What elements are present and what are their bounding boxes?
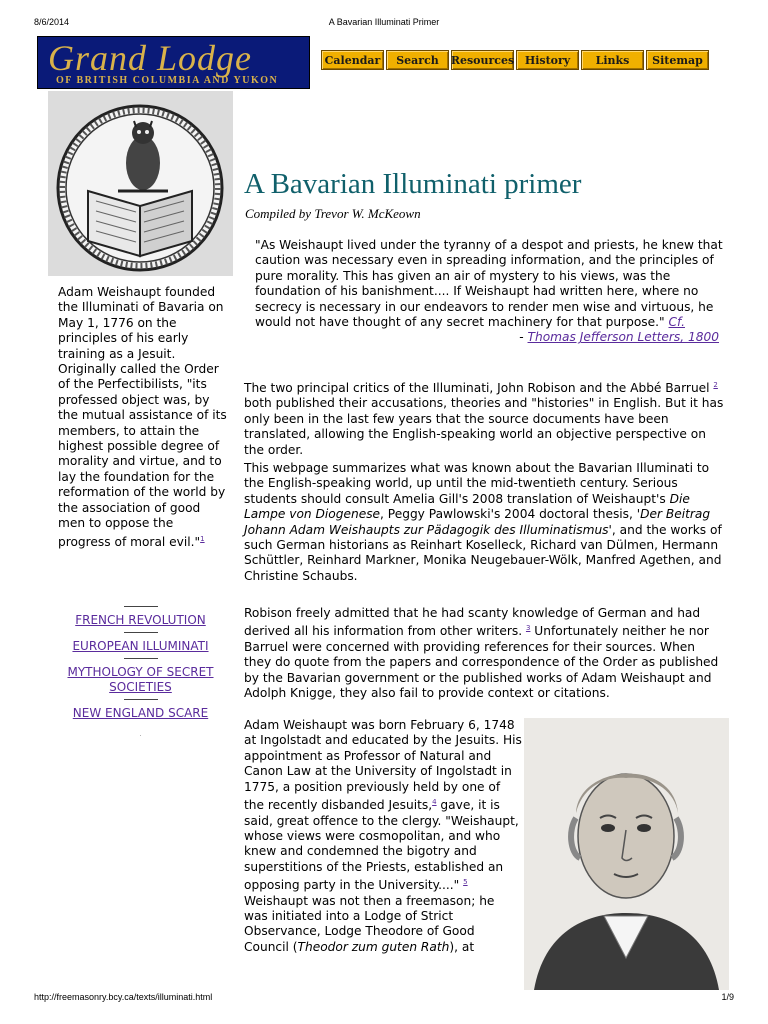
separator <box>124 606 158 607</box>
print-title: A Bavarian Illuminati Primer <box>328 17 440 27</box>
p1-text-b: both published their accusations, theories and "histories" in English. But it has only been in the last few years that the source documents have been translated, allowing the English-speaking world an objective perspective on the order. <box>244 396 724 457</box>
jefferson-letters-link[interactable]: Thomas Jefferson Letters, 1800 <box>527 330 719 345</box>
nav-sitemap-button[interactable]: Sitemap <box>646 50 709 70</box>
nav-history-button[interactable]: History <box>516 50 579 70</box>
p3-text-a: Robison freely admitted that he had scanty knowledge of German and had derived all his information from other writers. <box>244 606 701 639</box>
paragraph-weishaupt-bio <box>244 718 522 955</box>
quote-attribution <box>255 330 725 345</box>
p2-emphasis-2: 'Der Beitrag Johann Adam Weishaupts zur Pädagogik des Illuminatismus' <box>244 507 711 537</box>
separator <box>124 632 158 633</box>
footnote-2-link[interactable]: 2 <box>713 381 718 389</box>
p3-text-b: Unfortunately neither he nor Barruel were concerned with providing references for their sources. When they do quote from the papers and correspondence of the Order as published by the Bavarian government or the published works of Adam Weishaupt and Adolph Knigge, they also fail to provide context or citations. <box>244 624 719 701</box>
quote-text: "As Weishaupt lived under the tyranny of a despot and priests, he knew that caution was necessary even in spreading information, and the principles of pure morality. This has given an air of mystery to his views, was the foundation of his banishment.... If Weishaupt had written here, where no secrecy is necessary in our endeavors to render men wise and virtuous, he would not have thought of any secret machinery for that purpose." <box>255 238 723 330</box>
p4-text-c: Weishaupt was not then a freemason; he was initiated into a Lodge of Strict Observance, Lodge Theodore of Good Council ( <box>244 893 495 954</box>
print-url: http://freemasonry.bcy.ca/texts/illuminati.html <box>34 992 213 1002</box>
sidebar-links <box>48 602 233 740</box>
p2-text-b: , Peggy Pawlowski's 2004 doctoral thesis, <box>380 507 637 522</box>
p4-text-a: Adam Weishaupt was born February 6, 1748 at Ingolstadt and educated by the Jesuits. His appointment as Professor of Natural and Canon Law at the University of Ingolstadt in 1775, a position previously held by one of the recently disbanded Jesuits, <box>244 718 522 813</box>
footnote-5-link[interactable]: 5 <box>463 878 468 887</box>
weishaupt-portrait-image <box>524 718 729 990</box>
print-date: 8/6/2014 <box>34 17 70 27</box>
nav-calendar-button[interactable]: Calendar <box>321 50 384 70</box>
top-nav <box>321 50 711 70</box>
print-header <box>34 17 734 31</box>
p1-text-a: The two principal critics of the Illuminati, John Robison and the Abbé Barruel <box>244 381 714 396</box>
nav-resources-button[interactable]: Resources <box>451 50 514 70</box>
cf-link[interactable]: Cf. <box>668 315 685 330</box>
sidebar-intro <box>58 285 228 550</box>
p2-emphasis-1: Die Lampe von Diogenese <box>244 491 690 522</box>
paragraph-critics <box>244 378 724 458</box>
paragraph-summary <box>244 461 724 584</box>
sidebar-intro-text: Adam Weishaupt founded the Illuminati of Bavaria on May 1, 1776 on the principles of his early training as a Jesuit. Originally called the Order of the Perfectibilists, "its professed object was, by the mutual assistance of its members, to attain the highest possible degree of morality and virtue, and to lay the foundation for the reformation of the world by the association of good men to oppose the progress of moral evil." <box>58 285 227 549</box>
quote-dash: - <box>519 330 528 345</box>
nav-links-button[interactable]: Links <box>581 50 644 70</box>
link-french-revolution[interactable]: FRENCH REVOLUTION <box>75 613 206 627</box>
grand-lodge-logo[interactable] <box>37 36 310 89</box>
p4-text-d: ), at <box>449 939 475 954</box>
sidebar-footnote-link[interactable]: 1 <box>200 534 205 543</box>
p2-text-a: This webpage summarizes what was known about the Bavarian Illuminati to the English-speaking world, up until the mid-twentieth century. Serious students should consult Amelia Gill's 2008 translation of Weishaupt's <box>244 461 710 506</box>
p2-text-c: , and the works of such German historians as Reinhart Koselleck, Richard van Dülmen, Hermann Schüttler, Reinhard Markner, Monika Neugebauer-Wölk, Manfred Agethen, and Christine Schaubs. <box>244 522 722 583</box>
link-european-illuminati[interactable]: EUROPEAN ILLUMINATI <box>72 639 209 653</box>
jefferson-quote <box>255 238 725 346</box>
paragraph-robison <box>244 606 724 702</box>
separator <box>124 658 158 659</box>
p4-text-b: gave, it is said, great offence to the clergy. "Weishaupt, whose views were cosmopolitan, and who knew and condemned the bigotry and superstitions of the Priests, established an opposing party in the University...." <box>244 798 519 893</box>
logo-line1: Grand Lodge <box>48 38 253 78</box>
logo-line2: OF BRITISH COLUMBIA AND YUKON <box>56 75 279 86</box>
page-number: 1/9 <box>721 992 734 1002</box>
link-new-england-scare[interactable]: NEW ENGLAND SCARE <box>72 706 209 720</box>
page-title: A Bavarian Illuminati primer <box>244 168 582 200</box>
p4-emphasis: Theodor zum guten Rath <box>297 939 450 954</box>
footnote-3-link[interactable]: 3 <box>525 624 531 633</box>
separator <box>124 699 158 700</box>
nav-search-button[interactable]: Search <box>386 50 449 70</box>
illuminati-seal-image <box>48 91 233 276</box>
footnote-4-link[interactable]: 4 <box>432 798 437 807</box>
print-footer <box>34 992 734 1006</box>
byline: Compiled by Trevor W. McKeown <box>245 206 421 221</box>
link-mythology-of-secret-societies[interactable]: MYTHOLOGY OF SECRET SOCIETIES <box>67 665 214 694</box>
dot-mark: · <box>139 733 142 740</box>
